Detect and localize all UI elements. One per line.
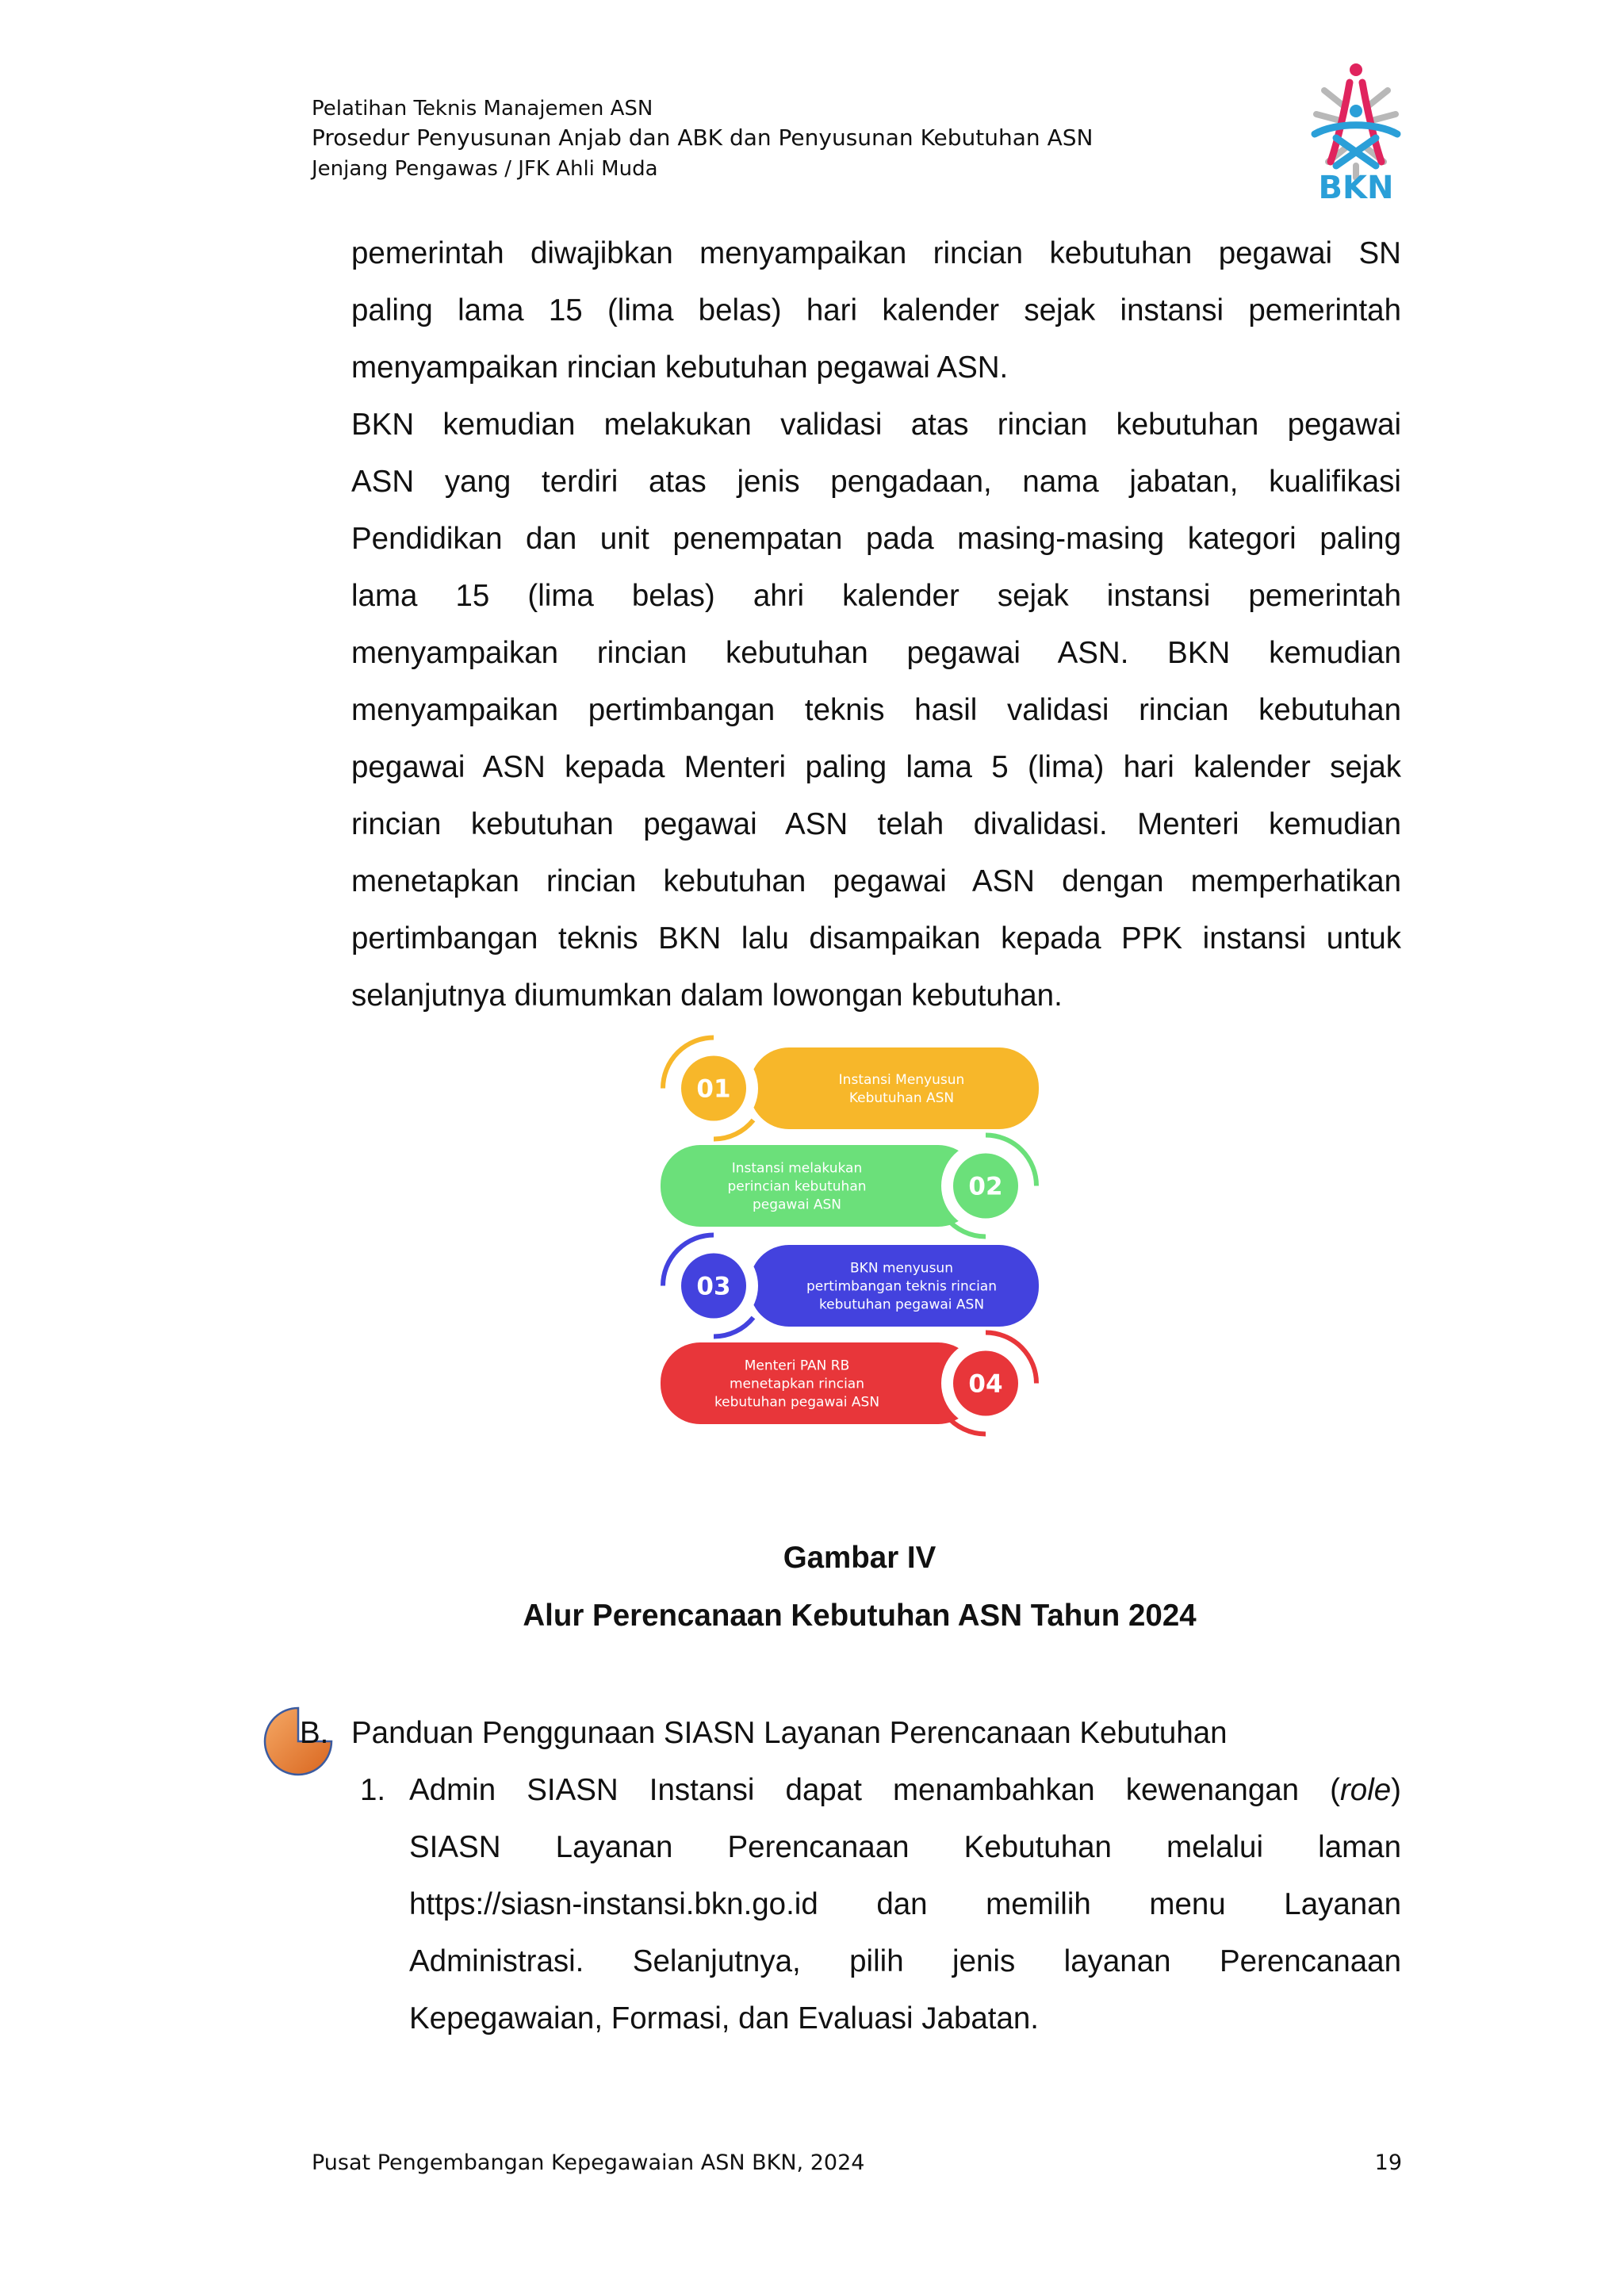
step-number: 02 (968, 1172, 1003, 1201)
paragraph-line: BKN kemudian melakukan validasi atas rincian kebutuhan pegawai (351, 408, 1401, 442)
bkn-logo (1300, 59, 1411, 201)
paragraph-line: pegawai ASN kepada Menteri paling lama 5 (lima) hari kalender sejak (351, 750, 1401, 784)
paragraph-line: menetapkan rincian kebutuhan pegawai ASN dengan memperhatikan (351, 864, 1401, 898)
list-number: 1. (360, 1773, 386, 1807)
list-item-line (409, 1762, 1401, 1819)
step-number: 04 (968, 1369, 1003, 1399)
step-label-line: Instansi melakukan (731, 1160, 863, 1177)
step-label-line: pertimbangan teknis rincian (806, 1278, 998, 1295)
list-item-line: SIASN Layanan Perencanaan Kebutuhan melalui laman (409, 1830, 1401, 1864)
italic-term: role (1339, 1773, 1392, 1807)
section-letter: B. (300, 1716, 329, 1750)
step-number: 03 (696, 1272, 731, 1301)
paragraph-line: ASN yang terdiri atas jenis pengadaan, nama jabatan, kualifikasi (351, 465, 1401, 499)
figure-label: Gambar IV (783, 1541, 936, 1575)
paragraph-line: pemerintah diwajibkan menyampaikan rincian kebutuhan pegawai SN (351, 236, 1401, 270)
step-label-line: Instansi Menyusun (838, 1072, 965, 1088)
step-number: 01 (696, 1074, 731, 1104)
step-label-line: Kebutuhan ASN (848, 1090, 955, 1106)
header-module: Prosedur Penyusunan Anjab dan ABK dan Penyusunan Kebutuhan ASN (312, 124, 1094, 151)
paragraph-line: rincian kebutuhan pegawai ASN telah divalidasi. Menteri kemudian (351, 807, 1401, 841)
figure-title: Alur Perencanaan Kebutuhan ASN Tahun 2024 (523, 1599, 1197, 1633)
paragraph-line: Pendidikan dan unit penempatan pada masing-masing kategori paling (351, 522, 1401, 556)
list-item-line: Kepegawaian, Formasi, dan Evaluasi Jabatan. (409, 2001, 1040, 2035)
paragraph-line: selanjutnya diumumkan dalam lowongan kebutuhan. (351, 978, 1063, 1013)
step-label-line: pegawai ASN (752, 1197, 842, 1213)
list-item-line: Administrasi. Selanjutnya, pilih jenis layanan Perencanaan (409, 1944, 1401, 1978)
header-level: Jenjang Pengawas / JFK Ahli Muda (312, 157, 658, 181)
header-course: Pelatihan Teknis Manajemen ASN (312, 97, 653, 121)
paragraph-line: menyampaikan pertimbangan teknis hasil validasi rincian kebutuhan (351, 693, 1401, 727)
step-label-line: Menteri PAN RB (744, 1358, 850, 1374)
paragraph-line: paling lama 15 (lima belas) hari kalender sejak instansi pemerintah (351, 293, 1401, 327)
list-item-line: https://siasn-instansi.bkn.go.id dan memilih menu Layanan (409, 1887, 1401, 1921)
paragraph-line: lama 15 (lima belas) ahri kalender sejak instansi pemerintah (351, 579, 1401, 613)
step-label-line: kebutuhan pegawai ASN (714, 1394, 880, 1411)
paragraph-line: menyampaikan rincian kebutuhan pegawai ASN. (351, 350, 1009, 385)
list-item (409, 1762, 1401, 2047)
paragraph-line: menyampaikan rincian kebutuhan pegawai ASN. BKN kemudian (351, 636, 1401, 670)
page-number: 19 (1374, 2150, 1402, 2175)
footer-text: Pusat Pengembangan Kepegawaian ASN BKN, 2024 (312, 2150, 865, 2175)
paragraph-line: pertimbangan teknis BKN lalu disampaikan kepada PPK instansi untuk (351, 921, 1401, 956)
flow-diagram (650, 1031, 1078, 1507)
body-text (351, 225, 1401, 1024)
text: Admin SIASN Instansi dapat menambahkan kewenangan ( (409, 1773, 1340, 1807)
logo-text: BKN (1318, 170, 1394, 201)
step-label-line: perincian kebutuhan (727, 1178, 867, 1195)
step-label-line: menetapkan rincian (729, 1376, 865, 1392)
step-label-line: kebutuhan pegawai ASN (818, 1296, 985, 1313)
text: ) (1391, 1773, 1401, 1807)
step-01-pill (749, 1047, 1039, 1129)
section-title: Panduan Penggunaan SIASN Layanan Perencanaan Kebutuhan (351, 1716, 1228, 1750)
step-label-line: BKN menyusun (850, 1260, 953, 1277)
